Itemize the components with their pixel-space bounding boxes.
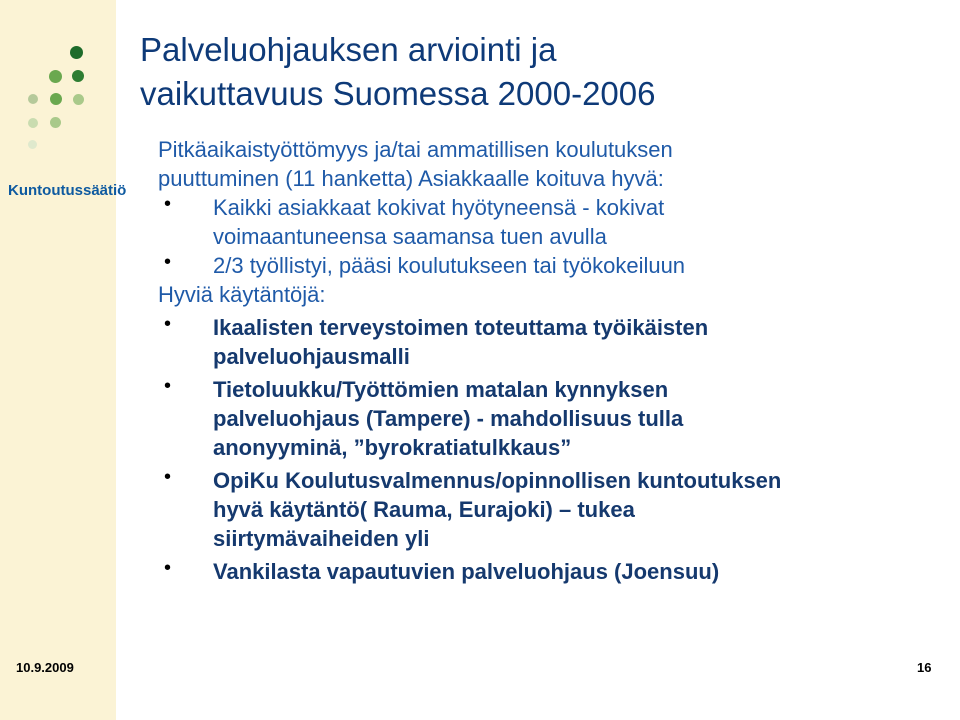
list-item — [158, 466, 928, 553]
list-item — [158, 557, 928, 586]
list-item — [158, 375, 928, 462]
list-item-line: 2/3 työllistyi, pääsi koulutukseen tai työkokeiluun — [213, 253, 686, 278]
list-item-line: palveluohjausmalli — [213, 344, 410, 369]
slide-body — [158, 135, 928, 586]
list-item-line: voimaantuneensa saamansa tuen avulla — [213, 224, 607, 249]
list-item-line: Kaikki asiakkaat kokivat hyötyneensä - kokivat — [213, 195, 665, 220]
sidebar — [0, 0, 127, 720]
list-item-line: hyvä käytäntö( Rauma, Eurajoki) – tukea — [213, 497, 635, 522]
intro-text — [158, 135, 928, 193]
title-line: vaikuttavuus Suomessa 2000-2006 — [140, 75, 656, 112]
list-item-line: Ikaalisten terveystoimen toteuttama työikäisten — [213, 315, 709, 340]
title-line: Palveluohjauksen arviointi ja — [140, 31, 557, 68]
bullet-icon: • — [164, 193, 172, 215]
list-item-line: Tietoluukku/Työttömien matalan kynnyksen — [213, 377, 669, 402]
list-item-line: anonyyminä, ”byrokratiatulkkaus” — [213, 435, 572, 460]
good-practices-heading: Hyviä käytäntöjä: — [158, 282, 326, 307]
intro-line: puuttuminen (11 hanketta) Asiakkaalle koituva hyvä: — [158, 166, 664, 191]
bullet-icon: • — [164, 557, 172, 579]
list-item-line: palveluohjaus (Tampere) - mahdollisuus tulla — [213, 406, 684, 431]
list-item-line: Vankilasta vapautuvien palveluohjaus (Joensuu) — [213, 559, 720, 584]
list-item — [158, 313, 928, 371]
page-number: 16 — [917, 660, 932, 675]
bullet-icon: • — [164, 466, 172, 488]
bullet-icon: • — [164, 251, 172, 273]
list-item-line: OpiKu Koulutusvalmennus/opinnollisen kuntoutuksen — [213, 468, 782, 493]
bullet-icon: • — [164, 375, 172, 397]
page-title — [140, 28, 920, 116]
list-item — [158, 251, 928, 280]
intro-line: Pitkäaikaistyöttömyys ja/tai ammatillisen koulutuksen — [158, 137, 673, 162]
brand-name: Kuntoutussäätiö — [8, 182, 127, 199]
list-item-line: siirtymävaiheiden yli — [213, 526, 430, 551]
bullet-icon: • — [164, 313, 172, 335]
footer-date: 10.9.2009 — [16, 660, 74, 675]
list-item — [158, 193, 928, 251]
